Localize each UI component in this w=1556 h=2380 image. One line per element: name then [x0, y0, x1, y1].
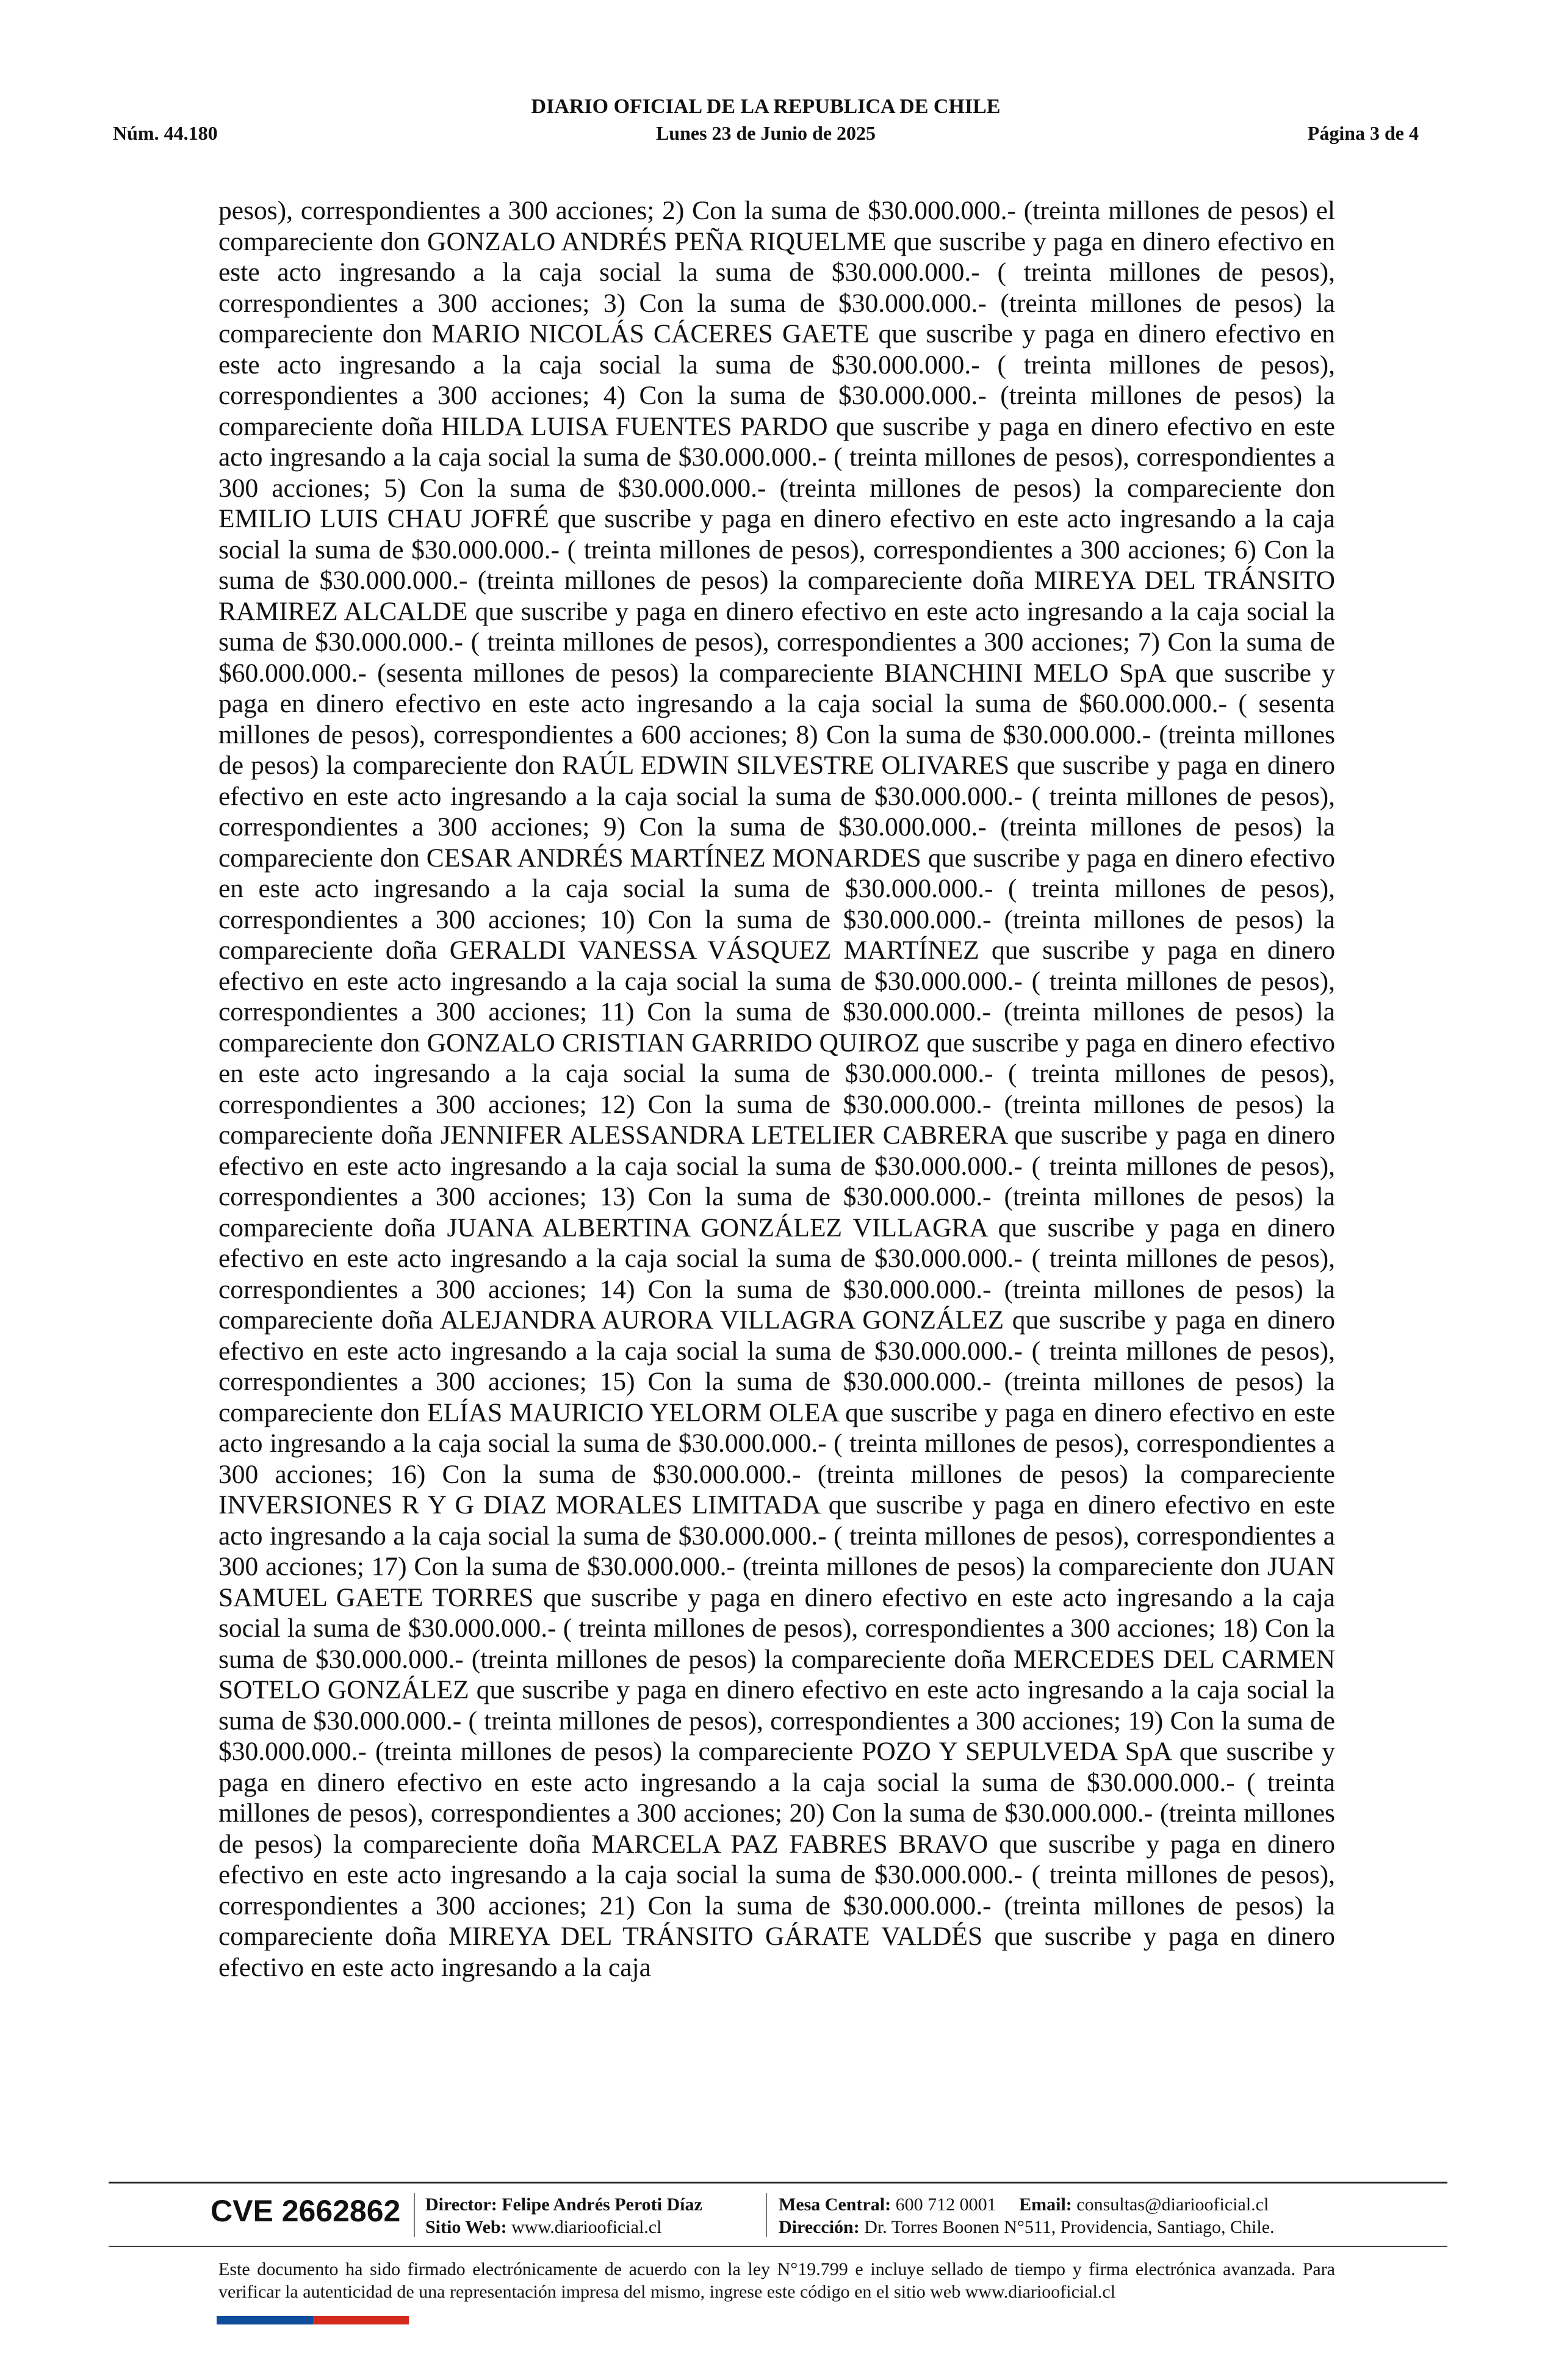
- footer-contact-block: [779, 2193, 1275, 2238]
- footer-separator: [766, 2193, 767, 2237]
- website-link[interactable]: www.diariooficial.cl: [511, 2217, 662, 2237]
- director-label: Director:: [425, 2194, 497, 2215]
- footer-divider-top: [109, 2182, 1447, 2183]
- email-link[interactable]: consultas@diariooficial.cl: [1076, 2194, 1269, 2215]
- page-indicator: Página 3 de 4: [1307, 122, 1419, 144]
- signature-disclaimer: Este documento ha sido firmado electrónicamente de acuerdo con la ley N°19.799 e incluye sellado de tiempo y firma electrónica avanzada. Para verificar la autenticidad de una representación impresa del mismo, ingrese este código en el sitio web www.diariooficial.cl: [218, 2259, 1335, 2302]
- chile-flag-stripe: [217, 2316, 409, 2324]
- body-paragraph: pesos), correspondientes a 300 acciones; 2) Con la suma de $30.000.000.- (treinta millones de pesos) el compareciente don GONZALO ANDRÉS PEÑA RIQUELME que suscribe y paga en dinero efectivo en este acto ingresando a la caja social la suma de $30.000.000.- ( treinta millones de pesos), correspondientes a 300 acciones; 3) Con la suma de $30.000.000.- (treinta millones de pesos) la compareciente don MARIO NICOLÁS CÁCERES GAETE que suscribe y paga en dinero efectivo en este acto ingresando a la caja social la suma de $30.000.000.- ( treinta millones de pesos), correspondientes a 300 acciones; 4) Con la suma de $30.000.000.- (treinta millones de pesos) la compareciente doña HILDA LUISA FUENTES PARDO que suscribe y paga en dinero efectivo en este acto ingresando a la caja social la suma de $30.000.000.- ( treinta millones de pesos), correspondientes a 300 acciones; 5) Con la suma de $30.000.000.- (treinta millones de pesos) la compareciente don EMILIO LUIS CHAU JOFRÉ que suscribe y paga en dinero efectivo en este acto ingresando a la caja social la suma de $30.000.000.- ( treinta millones de pesos), correspondientes a 300 acciones; 6) Con la suma de $30.000.000.- (treinta millones de pesos) la compareciente doña MIREYA DEL TRÁNSITO RAMIREZ ALCALDE que suscribe y paga en dinero efectivo en este acto ingresando a la caja social la suma de $30.000.000.- ( treinta millones de pesos), correspondientes a 300 acciones; 7) Con la suma de $60.000.000.- (sesenta millones de pesos) la compareciente BIANCHINI MELO SpA que suscribe y paga en dinero efectivo en este acto ingresando a la caja social la suma de $60.000.000.- ( sesenta millones de pesos), correspondientes a 600 acciones; 8) Con la suma de $30.000.000.- (treinta millones de pesos) la compareciente don RAÚL EDWIN SILVESTRE OLIVARES que suscribe y paga en dinero efectivo en este acto ingresando a la caja social la suma de $30.000.000.- ( treinta millones de pesos), correspondientes a 300 acciones; 9) Con la suma de $30.000.000.- (treinta millones de pesos) la compareciente don CESAR ANDRÉS MARTÍNEZ MONARDES que suscribe y paga en dinero efectivo en este acto ingresando a la caja social la suma de $30.000.000.- ( treinta millones de pesos), correspondientes a 300 acciones; 10) Con la suma de $30.000.000.- (treinta millones de pesos) la compareciente doña GERALDI VANESSA VÁSQUEZ MARTÍNEZ que suscribe y paga en dinero efectivo en este acto ingresando a la caja social la suma de $30.000.000.- ( treinta millones de pesos), correspondientes a 300 acciones; 11) Con la suma de $30.000.000.- (treinta millones de pesos) la compareciente don GONZALO CRISTIAN GARRIDO QUIROZ que suscribe y paga en dinero efectivo en este acto ingresando a la caja social la suma de $30.000.000.- ( treinta millones de pesos), correspondientes a 300 acciones; 12) Con la suma de $30.000.000.- (treinta millones de pesos) la compareciente doña JENNIFER ALESSANDRA LETELIER CABRERA que suscribe y paga en dinero efectivo en este acto ingresando a la caja social la suma de $30.000.000.- ( treinta millones de pesos), correspondientes a 300 acciones; 13) Con la suma de $30.000.000.- (treinta millones de pesos) la compareciente doña JUANA ALBERTINA GONZÁLEZ VILLAGRA que suscribe y paga en dinero efectivo en este acto ingresando a la caja social la suma de $30.000.000.- ( treinta millones de pesos), correspondientes a 300 acciones; 14) Con la suma de $30.000.000.- (treinta millones de pesos) la compareciente doña ALEJANDRA AURORA VILLAGRA GONZÁLEZ que suscribe y paga en dinero efectivo en este acto ingresando a la caja social la suma de $30.000.000.- ( treinta millones de pesos), correspondientes a 300 acciones; 15) Con la suma de $30.000.000.- (treinta millones de pesos) la compareciente don ELÍAS MAURICIO YELORM OLEA que suscribe y paga en dinero efectivo en este acto ingresando a la caja social la suma de $30.000.000.- ( treinta millones de pesos), correspondientes a 300 acciones; 16) Con la suma de $30.000.000.- (treinta millones de pesos) la compareciente INVERSIONES R Y G DIAZ MORALES LIMITADA que suscribe y paga en dinero efectivo en este acto ingresando a la caja social la suma de $30.000.000.- ( treinta millones de pesos), correspondientes a 300 acciones; 17) Con la suma de $30.000.000.- (treinta millones de pesos) la compareciente don JUAN SAMUEL GAETE TORRES que suscribe y paga en dinero efectivo en este acto ingresando a la caja social la suma de $30.000.000.- ( treinta millones de pesos), correspondientes a 300 acciones; 18) Con la suma de $30.000.000.- (treinta millones de pesos) la compareciente doña MERCEDES DEL CARMEN SOTELO GONZÁLEZ que suscribe y paga en dinero efectivo en este acto ingresando a la caja social la suma de $30.000.000.- ( treinta millones de pesos), correspondientes a 300 acciones; 19) Con la suma de $30.000.000.- (treinta millones de pesos) la compareciente POZO Y SEPULVEDA SpA que suscribe y paga en dinero efectivo en este acto ingresando a la caja social la suma de $30.000.000.- ( treinta millones de pesos), correspondientes a 300 acciones; 20) Con la suma de $30.000.000.- (treinta millones de pesos) la compareciente doña MARCELA PAZ FABRES BRAVO que suscribe y paga en dinero efectivo en este acto ingresando a la caja social la suma de $30.000.000.- ( treinta millones de pesos), correspondientes a 300 acciones; 21) Con la suma de $30.000.000.- (treinta millones de pesos) la compareciente doña MIREYA DEL TRÁNSITO GÁRATE VALDÉS que suscribe y paga en dinero efectivo en este acto ingresando a la caja: [218, 196, 1335, 1982]
- address-value: Dr. Torres Boonen N°511, Providencia, Santiago, Chile.: [864, 2217, 1275, 2237]
- phone-value: 600 712 0001: [895, 2194, 996, 2215]
- director-line: [425, 2193, 702, 2216]
- phone-label: Mesa Central:: [779, 2194, 891, 2215]
- director-name: Felipe Andrés Peroti Díaz: [502, 2194, 702, 2215]
- page-header: [113, 92, 1419, 153]
- issue-date: Lunes 23 de Junio de 2025: [655, 122, 876, 144]
- masthead-title: DIARIO OFICIAL DE LA REPUBLICA DE CHILE: [531, 95, 1001, 118]
- footer-divider-bottom: [109, 2246, 1447, 2247]
- issue-number: Núm. 44.180: [113, 122, 218, 144]
- website-label: Sitio Web:: [425, 2217, 507, 2237]
- address-line: [779, 2216, 1275, 2238]
- address-label: Dirección:: [779, 2217, 860, 2237]
- email-label: Email:: [1019, 2194, 1072, 2215]
- footer-director-block: [425, 2193, 702, 2238]
- document-body: [218, 195, 1335, 2124]
- contact-line: [779, 2193, 1275, 2216]
- website-line: [425, 2216, 702, 2238]
- cve-code: CVE 2662862: [211, 2194, 401, 2228]
- flag-red-segment: [313, 2316, 409, 2324]
- flag-blue-segment: [217, 2316, 313, 2324]
- footer-separator: [414, 2193, 415, 2237]
